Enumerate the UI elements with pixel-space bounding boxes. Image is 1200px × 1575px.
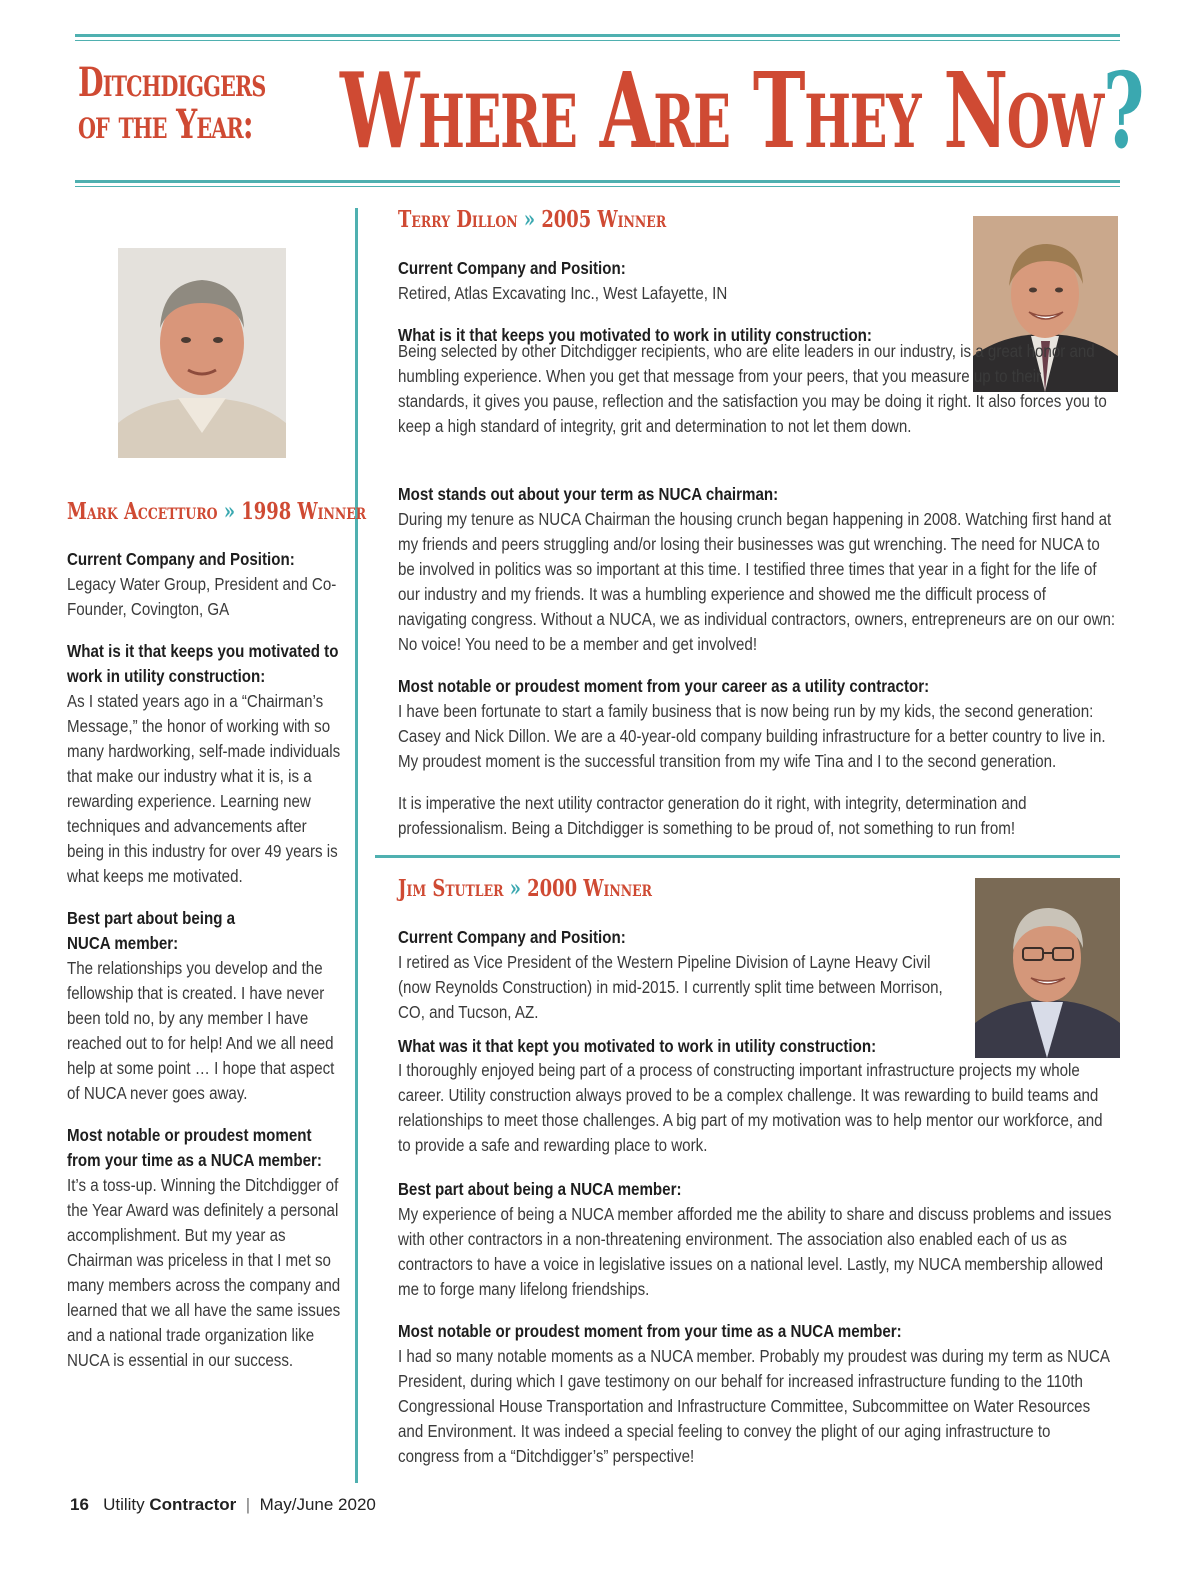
- terry-sep: »: [523, 206, 536, 233]
- jim-a1: I retired as Vice President of the Western Pipeline Division of Layne Heavy Civil (now Reynolds Construction) in mid-2015. I currently split time between Morrison, CO, and Tucson, AZ.: [398, 952, 943, 1022]
- terry-q3: Most stands out about your term as NUCA chairman:: [398, 484, 779, 504]
- terry-q2: What is it that keeps you motivated to work in utility construction:: [398, 325, 872, 345]
- terry-dillon-heading: [398, 206, 666, 233]
- mark-accetturo-photo: [118, 248, 286, 458]
- terry-award: 2005 Winner: [541, 206, 667, 233]
- jim-body-top: [398, 925, 961, 1059]
- page-title-question: ?: [1103, 49, 1144, 172]
- terry-a2-wrap: [398, 339, 1115, 439]
- mark-a2: As I stated years ago in a “Chairman’s Message,” the honor of working with so many hardworking, self-made individuals that make our industry what it is, is a rewarding experience. Learning new techniques and advancements after being in this industry for over 49 years is what keeps me motivated.: [67, 691, 341, 886]
- magazine-name-2: Contractor: [149, 1495, 237, 1514]
- terry-q4: Most notable or proudest moment from your career as a utility contractor:: [398, 676, 930, 696]
- mark-name: Mark Accetturo: [67, 498, 218, 525]
- header-line1: Ditchdiggers: [78, 59, 266, 106]
- jim-q1: Current Company and Position:: [398, 927, 626, 947]
- mark-a1: Legacy Water Group, President and Co-Founder, Covington, GA: [67, 574, 337, 619]
- jim-q4: Most notable or proudest moment from your time as a NUCA member:: [398, 1321, 902, 1341]
- terry-a4: I have been fortunate to start a family business that is now being run by my kids, the second generation: Casey and Nick Dillon. We are a 40-year-old company building infrastructure for a better country to live in. My proudest moment is the successful transition from my wife Tina and I to the second generation.: [398, 701, 1106, 771]
- column-divider: [355, 208, 358, 1483]
- mark-q2: What is it that keeps you motivated to work in utility construction:: [67, 641, 339, 686]
- mark-q4: Most notable or proudest moment from your time as a NUCA member:: [67, 1125, 322, 1170]
- jim-q3: Best part about being a NUCA member:: [398, 1179, 682, 1199]
- mark-a4: It’s a toss-up. Winning the Ditchdigger of the Year Award was definitely a personal accomplishment. But my year as Chairman was priceless in that I met so many members across the company and learned that we all have the same issues and a national trade organization like NUCA is essential in our success.: [67, 1175, 341, 1370]
- jim-body-bottom: [398, 1177, 1115, 1486]
- mark-q1: Current Company and Position:: [67, 549, 295, 569]
- terry-name: Terry Dillon: [398, 206, 518, 233]
- jim-name: Jim Stutler: [398, 875, 504, 902]
- jim-a3: My experience of being a NUCA member afforded me the ability to share and discuss problems and issues with other contractors in a non-threatening environment. The association also enabled each of us as contractors to have a voice in legislative issues on a national level. Lastly, my NUCA membership allowed me to forge many lifelong friendships.: [398, 1204, 1112, 1299]
- page-title-text: Where Are They Now: [340, 49, 1104, 172]
- issue-date: May/June 2020: [259, 1495, 376, 1514]
- header-kicker: [78, 59, 266, 148]
- jim-a2: I thoroughly enjoyed being part of a process of constructing important infrastructure projects my whole career. Utility construction always proved to be a complex challenge. It was rewarding to build teams and relationships to meet those challenges. A big part of my motivation was to help mentor our workforce, and to provide a safe and rewarding place to work.: [398, 1060, 1103, 1155]
- mark-sep: »: [223, 498, 236, 525]
- jim-award: 2000 Winner: [527, 875, 653, 902]
- terry-a3: During my tenure as NUCA Chairman the housing crunch began happening in 2008. Watching first hand at my friends and peers struggling and/or losing their businesses was gut wrenching. The need for NUCA to be involved in politics was so important at this time. I testified three times that year in a fight for the life of our industry and my friends. It was a humbling experience and showed me the difficult process of navigating congress. Without a NUCA, we as individual contractors, owners, entrepreneurs are on our own: No voice! You need to be a member and get involved!: [398, 509, 1116, 654]
- jim-q2: What was it that kept you motivated to work in utility construction:: [398, 1036, 877, 1056]
- mark-q3: Best part about being a NUCA member:: [67, 908, 236, 953]
- jim-sep: »: [509, 875, 521, 902]
- page-number: 16: [70, 1495, 89, 1514]
- page-footer: [70, 1495, 376, 1515]
- terry-q1: Current Company and Position:: [398, 258, 626, 278]
- mark-a3: The relationships you develop and the fellowship that is created. I have never been told no, by any member I have reached out to for help! And we all need help at some point … I hope that aspect of NUCA never goes away.: [67, 958, 335, 1103]
- page-title: [340, 49, 1144, 172]
- header-bottom-rule: [75, 180, 1120, 187]
- mark-body: [67, 547, 347, 1390]
- jim-stutler-heading: [398, 875, 652, 902]
- terry-a1: Retired, Atlas Excavating Inc., West Lafayette, IN: [398, 283, 728, 303]
- jim-a4: I had so many notable moments as a NUCA member. Probably my proudest was during my term as NUCA President, during which I gave testimony on our behalf for increased infrastructure funding to the 110th Congressional House Transportation and Infrastructure Committee, Subcommittee on Water Resources and Environment. It was indeed a special feeling to convey the plight of our aging infrastructure to congress from a “Ditchdigger’s” perspective!: [398, 1346, 1110, 1466]
- magazine-name-1: Utility: [103, 1495, 145, 1514]
- jim-a2-wrap: [398, 1058, 1115, 1158]
- terry-a5: It is imperative the next utility contractor generation do it right, with integrity, determination and professionalism. Being a Ditchdigger is something to be proud of, not something to run from!: [398, 793, 1027, 838]
- mark-award: 1998 Winner: [241, 498, 367, 525]
- terry-a2: Being selected by other Ditchdigger recipients, who are elite leaders in our industry, is a great honor and humbling experience. When you get that message from your peers, that you measure up to their standards, it gives you pause, reflection and the satisfaction you may be doing it right. It also forces you to keep a high standard of integrity, grit and determination to not let them down.: [398, 341, 1107, 436]
- jim-stutler-photo: [975, 878, 1120, 1058]
- top-rule: [75, 34, 1120, 41]
- mark-accetturo-heading: [67, 498, 366, 525]
- footer-sep: |: [245, 1495, 251, 1514]
- header-line2: of the Year:: [78, 101, 253, 148]
- terry-body-bottom: [398, 482, 1115, 858]
